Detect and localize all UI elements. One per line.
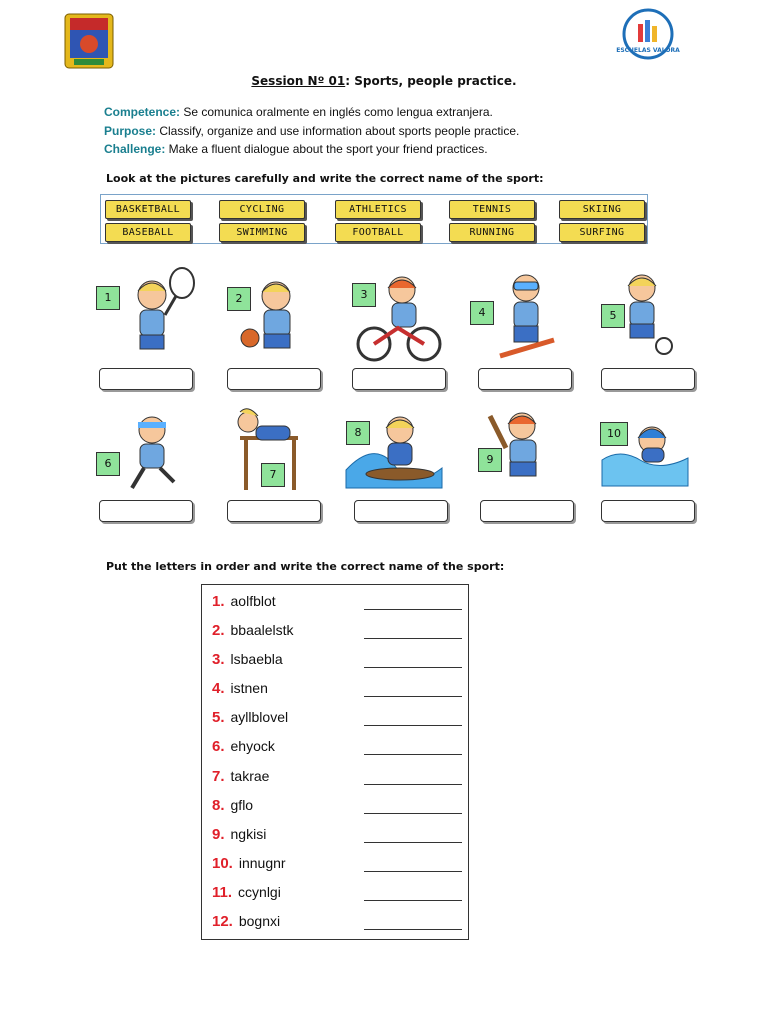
session-number: Session Nº 01: [251, 74, 346, 88]
answer-line[interactable]: [364, 667, 462, 668]
competence-label: Competence:: [104, 105, 181, 119]
list-item: 7. takrae: [212, 768, 462, 794]
escuelas-valora-logo: [616, 8, 680, 60]
list-item: 2. bbaalelstk: [212, 622, 462, 648]
basketball-player-icon: [228, 270, 318, 369]
picture-number: 6: [96, 452, 120, 476]
word-bank: [100, 194, 648, 244]
competence-line: [104, 105, 493, 119]
school-crest-icon: [64, 13, 114, 69]
list-item: 1. aolfblot: [212, 593, 462, 619]
answer-box[interactable]: [601, 368, 695, 390]
picture-number: 1: [96, 286, 120, 310]
list-item: 4. istnen: [212, 680, 462, 706]
word-chip: CYCLING: [219, 200, 305, 219]
list-item: 9. ngkisi: [212, 826, 462, 852]
answer-box[interactable]: [99, 368, 193, 390]
answer-box[interactable]: [354, 500, 448, 522]
list-item: 12. bognxi: [212, 913, 462, 939]
answer-line[interactable]: [364, 871, 462, 872]
answer-line[interactable]: [364, 609, 462, 610]
word-chip: ATHLETICS: [335, 200, 421, 219]
session-topic: : Sports, people practice.: [345, 74, 517, 88]
picture-number: 4: [470, 301, 494, 325]
word-chip: RUNNING: [449, 223, 535, 242]
skier-icon: [486, 268, 566, 367]
picture-number: 5: [601, 304, 625, 328]
purpose-line: [104, 124, 519, 138]
list-item: 8. gflo: [212, 797, 462, 823]
answer-line[interactable]: [364, 696, 462, 697]
answer-box[interactable]: [480, 500, 574, 522]
answer-box[interactable]: [601, 500, 695, 522]
answer-box[interactable]: [227, 368, 321, 390]
word-chip: FOOTBALL: [335, 223, 421, 242]
answer-line[interactable]: [364, 725, 462, 726]
purpose-label: Purpose:: [104, 124, 157, 138]
competence-text: Se comunica oralmente en inglés como lengua extranjera.: [180, 105, 493, 119]
word-chip: BASKETBALL: [105, 200, 191, 219]
word-chip: SURFING: [559, 223, 645, 242]
answer-box[interactable]: [352, 368, 446, 390]
challenge-text: Make a fluent dialogue about the sport your friend practices.: [165, 142, 488, 156]
picture-number: 10: [600, 422, 628, 446]
list-item: 3. lsbaebla: [212, 651, 462, 677]
tennis-player-icon: [110, 265, 200, 369]
scrambled-word-list: [201, 584, 469, 940]
word-chip: SWIMMING: [219, 223, 305, 242]
list-item: 10. innugnr: [212, 855, 462, 881]
school-crest-logo: [64, 13, 114, 69]
answer-box[interactable]: [227, 500, 321, 522]
list-item: 11. ccynlgi: [212, 884, 462, 910]
answer-line[interactable]: [364, 813, 462, 814]
list-item: 6. ehyock: [212, 738, 462, 764]
picture-number: 2: [227, 287, 251, 311]
runner-icon: [116, 410, 186, 499]
escuelas-valora-icon: [616, 8, 680, 60]
answer-line[interactable]: [364, 900, 462, 901]
answer-line[interactable]: [364, 754, 462, 755]
list-item: 5. ayllblovel: [212, 709, 462, 735]
answer-line[interactable]: [364, 638, 462, 639]
page-title: [0, 74, 768, 88]
answer-line[interactable]: [364, 929, 462, 930]
answer-line[interactable]: [364, 784, 462, 785]
answer-line[interactable]: [364, 842, 462, 843]
picture-number: 3: [352, 283, 376, 307]
picture-number: 8: [346, 421, 370, 445]
challenge-label: Challenge:: [104, 142, 166, 156]
answer-box[interactable]: [478, 368, 572, 390]
word-chip: BASEBALL: [105, 223, 191, 242]
instruction-pictures: Look at the pictures carefully and write the correct name of the sport:: [106, 172, 544, 185]
challenge-line: [104, 142, 488, 156]
picture-number: 7: [261, 463, 285, 487]
picture-number: 9: [478, 448, 502, 472]
purpose-text: Classify, organize and use information about sports people practice.: [156, 124, 520, 138]
logo-text: ESCUELAS VALORA: [616, 47, 680, 54]
answer-box[interactable]: [99, 500, 193, 522]
word-chip: TENNIS: [449, 200, 535, 219]
word-chip: SKIING: [559, 200, 645, 219]
instruction-scramble: Put the letters in order and write the correct name of the sport:: [106, 560, 505, 573]
